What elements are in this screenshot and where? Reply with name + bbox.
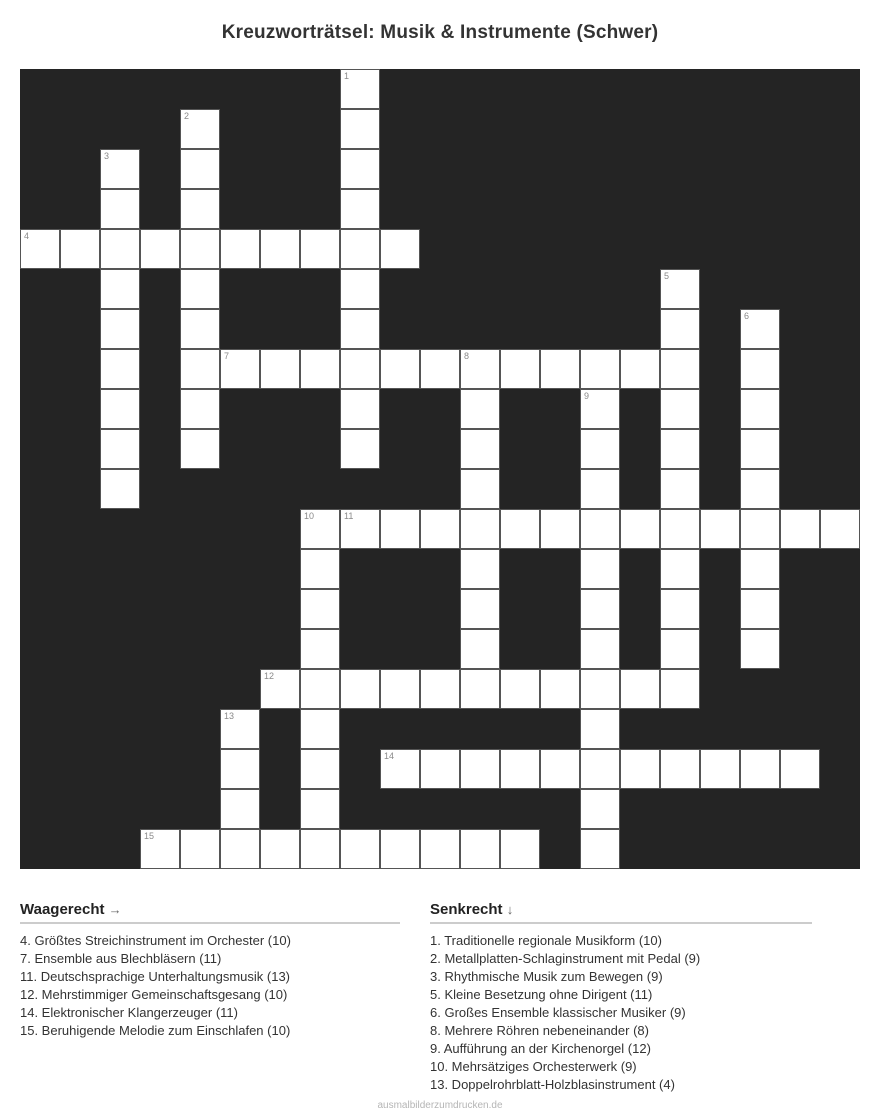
cell-number: 2 xyxy=(184,111,190,121)
grid-cell[interactable] xyxy=(220,349,260,389)
clue-item: 6. Großes Ensemble klassischer Musiker (9) xyxy=(430,1005,686,1020)
grid-cell[interactable] xyxy=(580,709,620,749)
grid-cell[interactable] xyxy=(700,749,740,789)
grid-cell[interactable] xyxy=(220,829,260,869)
grid-cell[interactable] xyxy=(580,829,620,869)
grid-cell[interactable] xyxy=(620,749,660,789)
grid-cell[interactable] xyxy=(660,429,700,469)
grid-cell[interactable] xyxy=(580,389,620,429)
grid-cell[interactable] xyxy=(460,349,500,389)
clue-item: 9. Aufführung an der Kirchenorgel (12) xyxy=(430,1041,651,1056)
grid-cell[interactable] xyxy=(740,749,780,789)
grid-cell[interactable] xyxy=(180,389,220,429)
grid-cell[interactable] xyxy=(260,669,300,709)
cell-number: 7 xyxy=(224,351,230,361)
down-heading-label: Senkrecht xyxy=(430,901,503,918)
cell-number: 3 xyxy=(104,151,110,161)
grid-cell[interactable] xyxy=(460,829,500,869)
grid-cell[interactable] xyxy=(740,469,780,509)
cell-number: 9 xyxy=(584,391,590,401)
across-heading xyxy=(20,901,400,924)
across-clue-list xyxy=(20,932,400,1040)
grid-cell[interactable] xyxy=(380,509,420,549)
grid-cell[interactable] xyxy=(660,589,700,629)
grid-cell[interactable] xyxy=(740,549,780,589)
grid-cell[interactable] xyxy=(180,189,220,229)
grid-cell[interactable] xyxy=(300,349,340,389)
grid-cell[interactable] xyxy=(500,749,540,789)
grid-cell[interactable] xyxy=(300,549,340,589)
grid-cell[interactable] xyxy=(140,229,180,269)
grid-cell[interactable] xyxy=(180,149,220,189)
grid-cell[interactable] xyxy=(620,669,660,709)
grid-cell[interactable] xyxy=(420,749,460,789)
clue-item: 7. Ensemble aus Blechbläsern (11) xyxy=(20,951,222,966)
cell-number: 6 xyxy=(744,311,750,321)
grid-cell[interactable] xyxy=(580,749,620,789)
grid-cell[interactable] xyxy=(740,389,780,429)
grid-cell[interactable] xyxy=(580,669,620,709)
grid-cell[interactable] xyxy=(580,629,620,669)
cell-number: 8 xyxy=(464,351,470,361)
grid-cell[interactable] xyxy=(100,229,140,269)
grid-cell[interactable] xyxy=(820,509,860,549)
cell-number: 12 xyxy=(264,671,275,681)
grid-cell[interactable] xyxy=(500,669,540,709)
grid-cell[interactable] xyxy=(380,829,420,869)
grid-cell[interactable] xyxy=(180,309,220,349)
down-clue-list xyxy=(430,932,812,1094)
grid-cell[interactable] xyxy=(580,549,620,589)
grid-cell[interactable] xyxy=(580,589,620,629)
grid-cell[interactable] xyxy=(340,389,380,429)
grid-cell[interactable] xyxy=(100,149,140,189)
grid-cell[interactable] xyxy=(460,749,500,789)
grid-cell[interactable] xyxy=(420,669,460,709)
grid-cell[interactable] xyxy=(460,509,500,549)
grid-cell[interactable] xyxy=(260,829,300,869)
right-arrow-icon: → xyxy=(108,902,122,917)
grid-cell[interactable] xyxy=(700,509,740,549)
grid-cell[interactable] xyxy=(300,749,340,789)
grid-cell[interactable] xyxy=(340,109,380,149)
clue-item: 15. Beruhigende Melodie zum Einschlafen (10) xyxy=(20,1023,291,1038)
grid-cell[interactable] xyxy=(340,429,380,469)
grid-cell[interactable] xyxy=(460,389,500,429)
grid-cell[interactable] xyxy=(220,709,260,749)
cell-number: 1 xyxy=(344,71,350,81)
grid-cell[interactable] xyxy=(380,229,420,269)
grid-cell[interactable] xyxy=(100,189,140,229)
grid-cell[interactable] xyxy=(300,629,340,669)
grid-cell[interactable] xyxy=(220,749,260,789)
cell-number: 11 xyxy=(344,511,354,521)
grid-cell[interactable] xyxy=(740,589,780,629)
grid-cell[interactable] xyxy=(100,469,140,509)
grid-cell[interactable] xyxy=(300,509,340,549)
grid-cell[interactable] xyxy=(660,349,700,389)
clue-item: 3. Rhythmische Musik zum Bewegen (9) xyxy=(430,969,663,984)
grid-cell[interactable] xyxy=(660,469,700,509)
grid-cell[interactable] xyxy=(580,509,620,549)
grid-cell[interactable] xyxy=(660,629,700,669)
grid-cell[interactable] xyxy=(500,829,540,869)
grid-cell[interactable] xyxy=(260,229,300,269)
cell-number: 14 xyxy=(384,751,395,761)
grid-cell[interactable] xyxy=(20,229,60,269)
grid-cell[interactable] xyxy=(180,829,220,869)
grid-cell[interactable] xyxy=(300,789,340,829)
grid-cell[interactable] xyxy=(340,669,380,709)
grid-cell[interactable] xyxy=(340,309,380,349)
grid-cell[interactable] xyxy=(780,509,820,549)
grid-cell[interactable] xyxy=(460,589,500,629)
footer-watermark: ausmalbilderzumdrucken.de xyxy=(377,1100,503,1111)
grid-cell[interactable] xyxy=(540,669,580,709)
grid-cell[interactable] xyxy=(220,789,260,829)
cell-number: 15 xyxy=(144,831,155,841)
cell-number: 13 xyxy=(224,711,235,721)
down-heading xyxy=(430,901,812,924)
clue-item: 4. Größtes Streichinstrument im Orchester (10) xyxy=(20,933,291,948)
grid-cell[interactable] xyxy=(460,469,500,509)
grid-cell[interactable] xyxy=(260,349,300,389)
grid-cell[interactable] xyxy=(340,189,380,229)
grid-cell[interactable] xyxy=(100,429,140,469)
grid-cell[interactable] xyxy=(340,349,380,389)
clue-item: 2. Metallplatten-Schlaginstrument mit Pedal (9) xyxy=(430,951,701,966)
grid-cell[interactable] xyxy=(100,389,140,429)
grid-cell[interactable] xyxy=(660,389,700,429)
grid-cell[interactable] xyxy=(140,829,180,869)
grid-cell[interactable] xyxy=(340,149,380,189)
grid-cell[interactable] xyxy=(300,589,340,629)
grid-cell[interactable] xyxy=(300,229,340,269)
grid-cell[interactable] xyxy=(740,429,780,469)
grid-cell[interactable] xyxy=(580,789,620,829)
grid-cell[interactable] xyxy=(460,549,500,589)
grid-cell[interactable] xyxy=(340,829,380,869)
grid-cell[interactable] xyxy=(660,269,700,309)
grid-cell[interactable] xyxy=(660,549,700,589)
cell-number: 10 xyxy=(304,511,315,521)
grid-cell[interactable] xyxy=(620,509,660,549)
clue-item: 10. Mehrsätziges Orchesterwerk (9) xyxy=(430,1059,637,1074)
clue-item: 1. Traditionelle regionale Musikform (10) xyxy=(430,933,662,948)
crossword-grid xyxy=(20,69,860,869)
grid-cell[interactable] xyxy=(100,349,140,389)
grid-cell[interactable] xyxy=(60,229,100,269)
clue-item: 14. Elektronischer Klangerzeuger (11) xyxy=(20,1005,238,1020)
grid-cell[interactable] xyxy=(180,349,220,389)
grid-cell[interactable] xyxy=(100,269,140,309)
grid-cell[interactable] xyxy=(340,269,380,309)
grid-cell[interactable] xyxy=(740,509,780,549)
grid-cell[interactable] xyxy=(300,669,340,709)
grid-cell[interactable] xyxy=(380,349,420,389)
grid-cell[interactable] xyxy=(540,749,580,789)
grid-cell[interactable] xyxy=(460,669,500,709)
grid-cell[interactable] xyxy=(340,229,380,269)
grid-cell[interactable] xyxy=(580,429,620,469)
page-title: Kreuzworträtsel: Musik & Instrumente (Schwer) xyxy=(221,22,659,43)
grid-cell[interactable] xyxy=(660,509,700,549)
grid-cell[interactable] xyxy=(620,349,660,389)
grid-cell[interactable] xyxy=(420,349,460,389)
clue-item: 8. Mehrere Röhren nebeneinander (8) xyxy=(430,1023,649,1038)
grid-cell[interactable] xyxy=(500,509,540,549)
grid-cell[interactable] xyxy=(220,229,260,269)
grid-cell[interactable] xyxy=(580,349,620,389)
cell-number: 4 xyxy=(24,231,30,241)
grid-cell[interactable] xyxy=(500,349,540,389)
grid-cell[interactable] xyxy=(660,749,700,789)
across-clues-section xyxy=(20,901,400,1040)
grid-cell[interactable] xyxy=(180,269,220,309)
grid-cell[interactable] xyxy=(540,349,580,389)
cell-number: 5 xyxy=(664,271,670,281)
clue-item: 13. Doppelrohrblatt-Holzblasinstrument (4) xyxy=(430,1077,675,1092)
grid-cell[interactable] xyxy=(340,69,380,109)
grid-cell[interactable] xyxy=(580,469,620,509)
clue-item: 12. Mehrstimmiger Gemeinschaftsgesang (10) xyxy=(20,987,288,1002)
grid-cell[interactable] xyxy=(420,829,460,869)
grid-cell[interactable] xyxy=(300,829,340,869)
grid-cell[interactable] xyxy=(300,709,340,749)
grid-cell[interactable] xyxy=(460,629,500,669)
down-clues-section xyxy=(430,901,812,1094)
grid-cell[interactable] xyxy=(380,749,420,789)
grid-cell[interactable] xyxy=(780,749,820,789)
clue-item: 11. Deutschsprachige Unterhaltungsmusik (13) xyxy=(20,969,291,984)
across-heading-label: Waagerecht xyxy=(20,901,105,918)
grid-cell[interactable] xyxy=(420,509,460,549)
grid-cell[interactable] xyxy=(340,509,380,549)
clue-item: 5. Kleine Besetzung ohne Dirigent (11) xyxy=(430,987,653,1002)
grid-cell[interactable] xyxy=(180,109,220,149)
grid-cell[interactable] xyxy=(460,429,500,469)
grid-cell[interactable] xyxy=(180,429,220,469)
grid-cell[interactable] xyxy=(180,229,220,269)
grid-cell[interactable] xyxy=(540,509,580,549)
grid-cell[interactable] xyxy=(100,309,140,349)
grid-cell[interactable] xyxy=(660,669,700,709)
grid-cell[interactable] xyxy=(660,309,700,349)
grid-cell[interactable] xyxy=(740,349,780,389)
grid-cell[interactable] xyxy=(740,309,780,349)
grid-cell[interactable] xyxy=(740,629,780,669)
grid-cell[interactable] xyxy=(380,669,420,709)
down-arrow-icon: ↓ xyxy=(506,902,514,917)
